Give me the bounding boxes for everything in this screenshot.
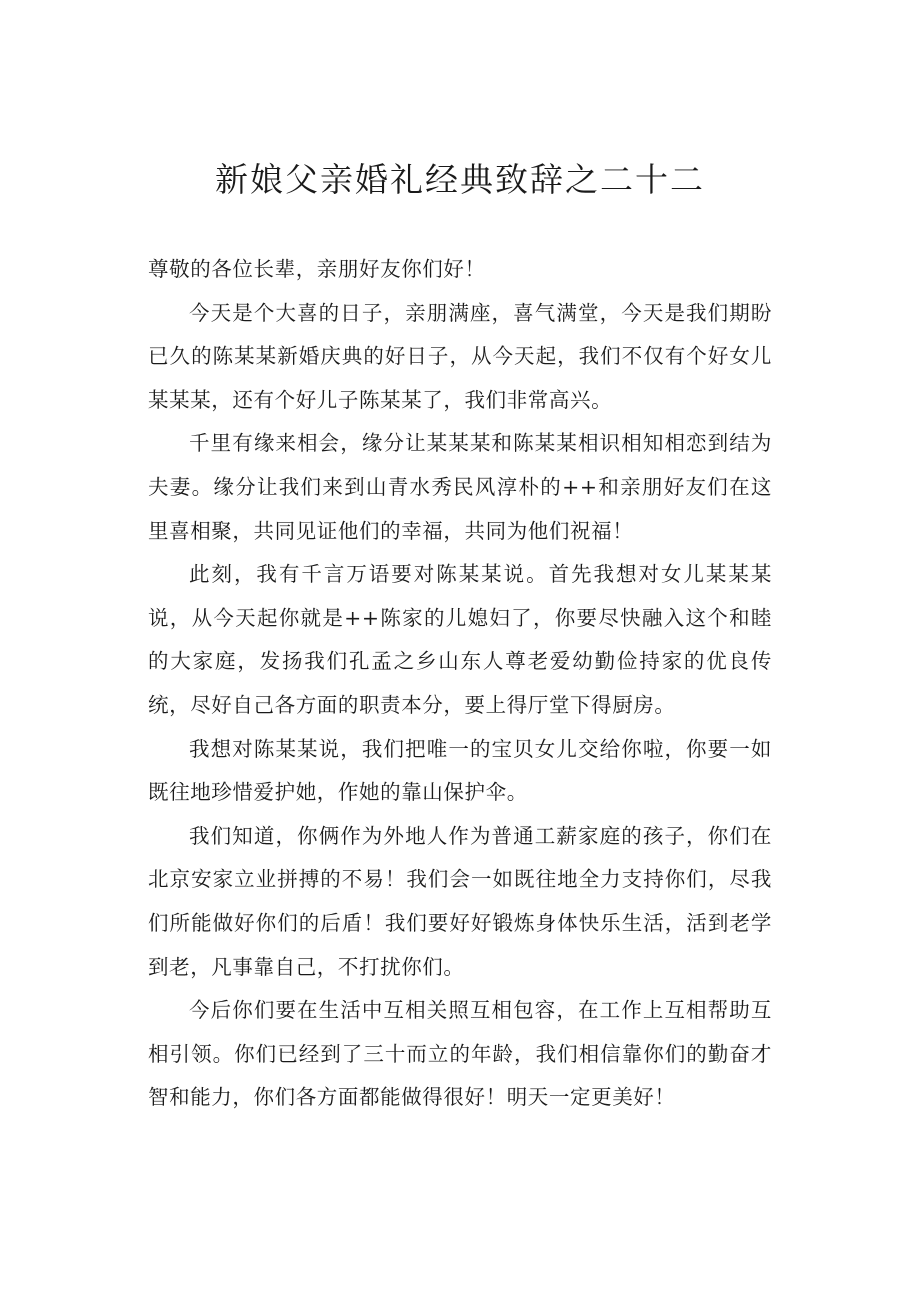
paragraph-6: 今后你们要在生活中互相关照互相包容，在工作上互相帮助互相引领。你们已经到了三十而立的年龄，我们相信靠你们的勤奋才智和能力，你们各方面都能做得很好！明天一定更美好！ bbox=[148, 998, 772, 1110]
paragraph-5: 我们知道，你俩作为外地人作为普通工薪家庭的孩子，你们在北京安家立业拼搏的不易！我们会一如既往地全力支持你们，尽我们所能做好你们的后盾！我们要好好锻炼身体快乐生活，活到老学到老，凡事靠自己，不打扰你们。 bbox=[148, 823, 772, 979]
paragraph-3: 此刻，我有千言万语要对陈某某说。首先我想对女儿某某某说，从今天起你就是++陈家的儿媳妇了，你要尽快融入这个和睦的大家庭，发扬我们孔孟之乡山东人尊老爱幼勤俭持家的优良传统，尽好自己各方面的职责本分，要上得厅堂下得厨房。 bbox=[148, 562, 772, 717]
paragraph-4: 我想对陈某某说，我们把唯一的宝贝女儿交给你啦，你要一如既往地珍惜爱护她，作她的靠山保护伞。 bbox=[148, 736, 772, 805]
paragraph-2: 千里有缘来相会，缘分让某某某和陈某某相识相知相恋到结为夫妻。缘分让我们来到山青水秀民风淳朴的++和亲朋好友们在这里喜相聚，共同见证他们的幸福，共同为他们祝福！ bbox=[148, 431, 772, 543]
salutation: 尊敬的各位长辈，亲朋好友你们好！ bbox=[148, 257, 486, 281]
document-title: 新娘父亲婚礼经典致辞之二十二 bbox=[215, 160, 705, 199]
document-body bbox=[148, 248, 772, 1120]
paragraph-1: 今天是个大喜的日子，亲朋满座，喜气满堂，今天是我们期盼已久的陈某某新婚庆典的好日子，从今天起，我们不仅有个好女儿某某某，还有个好儿子陈某某了，我们非常高兴。 bbox=[148, 300, 772, 412]
